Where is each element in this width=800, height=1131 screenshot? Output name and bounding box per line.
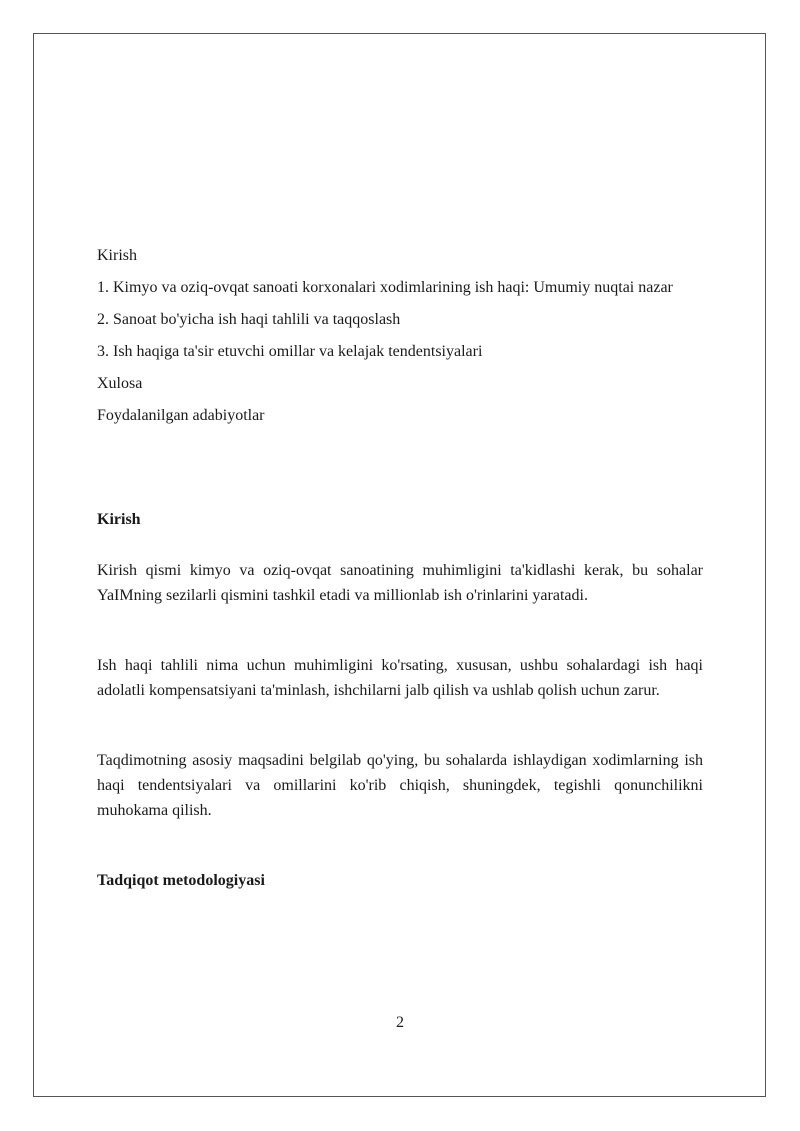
methodology-heading: Tadqiqot metodologiyasi <box>97 872 265 889</box>
document-content <box>97 240 703 893</box>
toc-item-intro: Kirish <box>97 247 137 264</box>
intro-paragraph: Kirish qismi kimyo va oziq-ovqat sanoatining muhimligini ta'kidlashi kerak, bu sohalar YaIMning sezilarli qismini tashkil etadi va millionlab ish o'rinlarini yaratadi. <box>97 562 703 604</box>
toc-item-chapter-1: 1. Kimyo va oziq-ovqat sanoati korxonalari xodimlarining ish haqi: Umumiy nuqtai nazar <box>97 279 673 296</box>
intro-paragraph: Taqdimotning asosiy maqsadini belgilab qo'ying, bu sohalarda ishlaydigan xodimlarning ish haqi tendentsiyalari va omillarini ko'rib chiqish, shuningdek, tegishli qonunchilikni muhokama qilish. <box>97 752 703 819</box>
intro-heading: Kirish <box>97 511 141 528</box>
toc-item-references: Foydalanilgan adabiyotlar <box>97 407 265 424</box>
table-of-contents <box>97 240 703 432</box>
toc-item-chapter-3: 3. Ish haqiga ta'sir etuvchi omillar va kelajak tendentsiyalari <box>97 343 483 360</box>
toc-item-chapter-2: 2. Sanoat bo'yicha ish haqi tahlili va taqqoslash <box>97 311 401 328</box>
page-number: 2 <box>396 1014 404 1031</box>
intro-paragraph: Ish haqi tahlili nima uchun muhimligini ko'rsating, xususan, ushbu sohalardagi ish haqi adolatli kompensatsiyani ta'minlash, ishchilarni jalb qilish va ushlab qolish uchun zarur. <box>97 657 703 699</box>
toc-item-conclusion: Xulosa <box>97 375 143 392</box>
